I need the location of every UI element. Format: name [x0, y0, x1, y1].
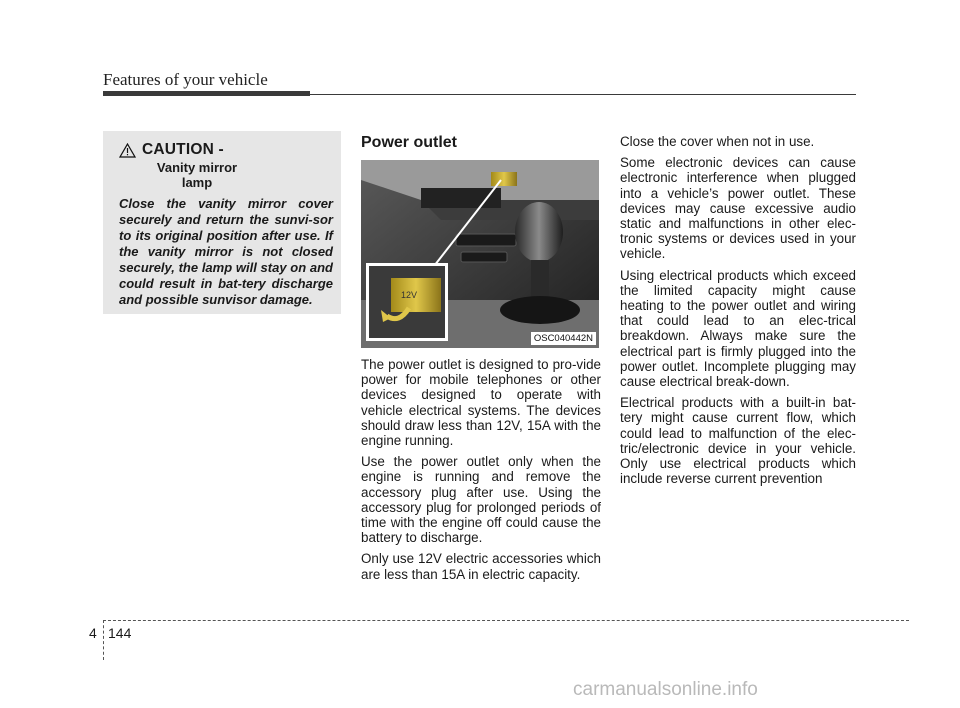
- paragraph: Electrical products with a built-in bat-tery might cause current flow, which could lead to malfunction of the elec-tric/electronic device in your vehicle. Only use electrical products which include reverse current prevention: [620, 395, 856, 487]
- paragraph: Close the cover when not in use.: [620, 134, 815, 149]
- paragraph: The power outlet is designed to pro-vide power for mobile telephones or other devices designed to operate with vehicle electrical systems. The devices should draw less than 12V, 15A with the engine running.: [361, 357, 601, 449]
- power-outlet-photo: [361, 160, 599, 348]
- page-number: 144: [108, 625, 132, 641]
- paragraph: Use the power outlet only when the engine is running and remove the accessory plug after use. Using the accessory plug for prolonged periods of time with the engine off could cause the battery to discharge.: [361, 454, 601, 546]
- caution-box: [103, 131, 341, 314]
- header-rule-thick: [103, 91, 310, 96]
- footer-rule-vertical: [103, 620, 104, 660]
- right-column-text: [620, 134, 856, 492]
- outlet-12v-label: 12V: [401, 290, 418, 300]
- footer-rule: [103, 620, 909, 621]
- watermark: carmanualsonline.info: [573, 679, 758, 700]
- page-header-title: Features of your vehicle: [103, 70, 268, 89]
- figure-code: OSC040442N: [531, 332, 596, 345]
- caution-subject: Vanity mirror lamp: [156, 160, 238, 190]
- caution-text: Close the vanity mirror cover securely and return the sunvi-sor to its original position after use. If the vanity mirror is not closed securely, the lamp will stay on and could result in bat-tery discharge and possible sunvisor damage.: [119, 196, 333, 307]
- section-title: Power outlet: [361, 134, 458, 151]
- header-rule-thin: [310, 94, 856, 95]
- caution-label: CAUTION -: [142, 141, 224, 158]
- caution-heading: [119, 141, 333, 190]
- paragraph: Only use 12V electric accessories which are less than 15A in electric capacity.: [361, 551, 601, 582]
- paragraph: Some electronic devices can cause electronic interference when plugged into a vehicle’s power outlet. These devices may cause excessive audio static and malfunctions in other elec-tronic systems or devices used in your vehicle.: [620, 155, 856, 262]
- chapter-number: 4: [89, 625, 97, 641]
- middle-column-text: [361, 357, 601, 588]
- warning-triangle-icon: [119, 143, 136, 158]
- paragraph: Using electrical products which exceed the limited capacity might cause heating to the power outlet and wiring that could lead to an elec-trical breakdown. Always make sure the electrical part is firmly plugged into the power outlet. Incomplete plugging may cause electrical break-down.: [620, 267, 856, 390]
- console-illustration: [361, 160, 599, 348]
